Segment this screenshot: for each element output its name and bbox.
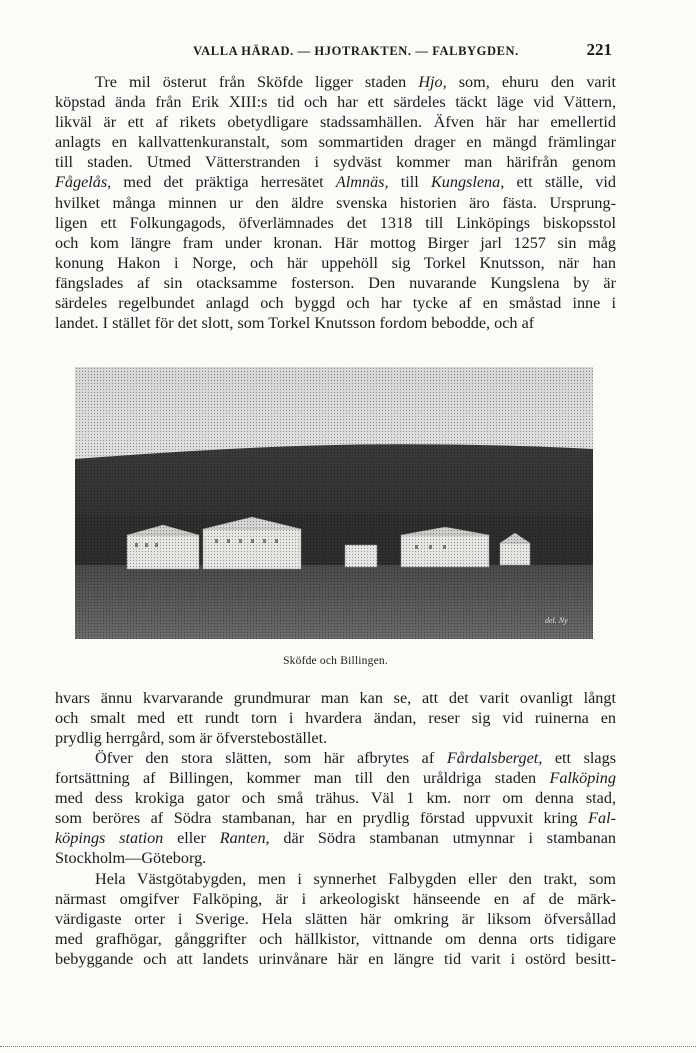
text-line: fortsättning af Billingen, kommer man till den uråldriga staden Falköping xyxy=(55,769,616,788)
text-line: ligen ett Folkungagods, öfverlämnades det 1318 till Linköpings biskopsstol xyxy=(55,213,616,232)
text-line: landet. I stället för det slott, som Torkel Knutsson fordom bebodde, och af xyxy=(55,314,535,333)
place-fardalsberget: Fårdalsberget, xyxy=(446,749,543,767)
place-fal: Fal- xyxy=(588,809,616,828)
text-line: med grafhögar, gånggrifter och hällkistor, vittnande om denna orts tidigare xyxy=(55,930,616,949)
text-line: hvilket många minnen ur den äldre svenska historien äro fästa. Ursprung- xyxy=(55,193,616,212)
text-line: köpings station eller Ranten, där Södra stambanan utmynnar i stambanan xyxy=(55,829,616,848)
page-header xyxy=(56,40,616,64)
running-title: VALLA HÄRAD. — HJOTRAKTEN. — FALBYGDEN. xyxy=(193,44,519,58)
place-hjo: Hjo, xyxy=(418,73,447,91)
halftone-photo xyxy=(75,367,593,639)
place-ranten: Ranten, xyxy=(219,829,270,848)
text-line: med dess krokiga gator och små trähus. Väl 1 km. norr om denna stad, xyxy=(55,789,616,808)
text-line: prydlig herrgård, som är öfverstebostället. xyxy=(55,729,328,748)
bottom-paragraph-1 xyxy=(55,688,616,748)
text-line: närmast omgifver Falköping, är i arkeologiskt hänseende en af de märk- xyxy=(55,890,616,909)
text-line: likväl är ett af rikets obetydligare stadssamhällen. Äfven här har emellertid xyxy=(55,113,616,132)
text-line: och kom längre fram under kronan. Här mottog Birger jarl 1257 sin måg xyxy=(55,233,616,252)
text-line: hvars ännu kvarvarande grundmurar man kan se, att det varit ovanligt långt xyxy=(55,689,616,707)
text-line: Tre mil österut från Sköfde ligger staden Hjo, som, ehuru den varit xyxy=(95,73,616,91)
text-line: fängslades af sin otacksamme fosterson. Den nuvarande Kungslena by är xyxy=(55,273,616,292)
text-line: Öfver den stora slätten, som här afbrytes af Fårdalsberget, ett slags xyxy=(95,749,616,767)
photo-signature: del. Ny xyxy=(545,616,568,625)
page-number: 221 xyxy=(586,40,612,59)
photo-skofde-billingen xyxy=(75,367,593,639)
place-fagelas: Fågelås, xyxy=(55,173,112,192)
text-line: värdigaste orter i Sverige. Hela slätten här omkring är liksom öfversållad xyxy=(55,910,616,929)
figure-caption: Sköfde och Billingen. xyxy=(283,655,388,667)
text-line: särdeles regelbundet anlagd och byggd och har tycke af en småstad inne i xyxy=(55,294,616,313)
place-kopings-station: köpings station xyxy=(55,829,164,848)
text-line: köpstad ända från Erik XIII:s tid och har ett särdeles täckt läge vid Vättern, xyxy=(55,93,616,112)
text-line: Hela Västgötabygden, men i synnerhet Falbygden eller den trakt, som xyxy=(95,870,616,888)
text-line: och smalt med ett rundt torn i hvardera ändan, reser sig vid ruinerna en xyxy=(55,709,616,728)
scan-edge-rule xyxy=(0,1046,696,1048)
bottom-paragraph-3 xyxy=(55,869,616,969)
top-paragraph xyxy=(55,72,616,333)
text-line: bebyggande och att landets urinvånare här en längre tid varit i ostörd besitt- xyxy=(55,950,616,969)
place-kungslena: Kungslena, xyxy=(430,173,505,192)
text-line: som beröres af Södra stambanan, har en prydlig förstad uppvuxit kring Fal- xyxy=(55,809,616,828)
text-line: konung Hakon i Norge, och här uppehöll sig Torkel Knutsson, när han xyxy=(55,253,616,272)
text-line: Stockholm—Göteborg. xyxy=(55,849,207,868)
bottom-paragraph-2 xyxy=(55,748,616,869)
place-almnas: Almnäs, xyxy=(335,173,389,192)
place-falkoping: Falköping xyxy=(549,769,616,788)
text-line: Fågelås, med det präktiga herresätet Almnäs, till Kungslena, ett ställe, vid xyxy=(55,173,616,192)
text-line: anlagts en kallvattenkuranstalt, som sommartiden drager en mängd främlingar xyxy=(55,133,616,152)
text-line: till staden. Utmed Vätterstranden i sydväst kommer man härifrån genom xyxy=(55,153,616,172)
